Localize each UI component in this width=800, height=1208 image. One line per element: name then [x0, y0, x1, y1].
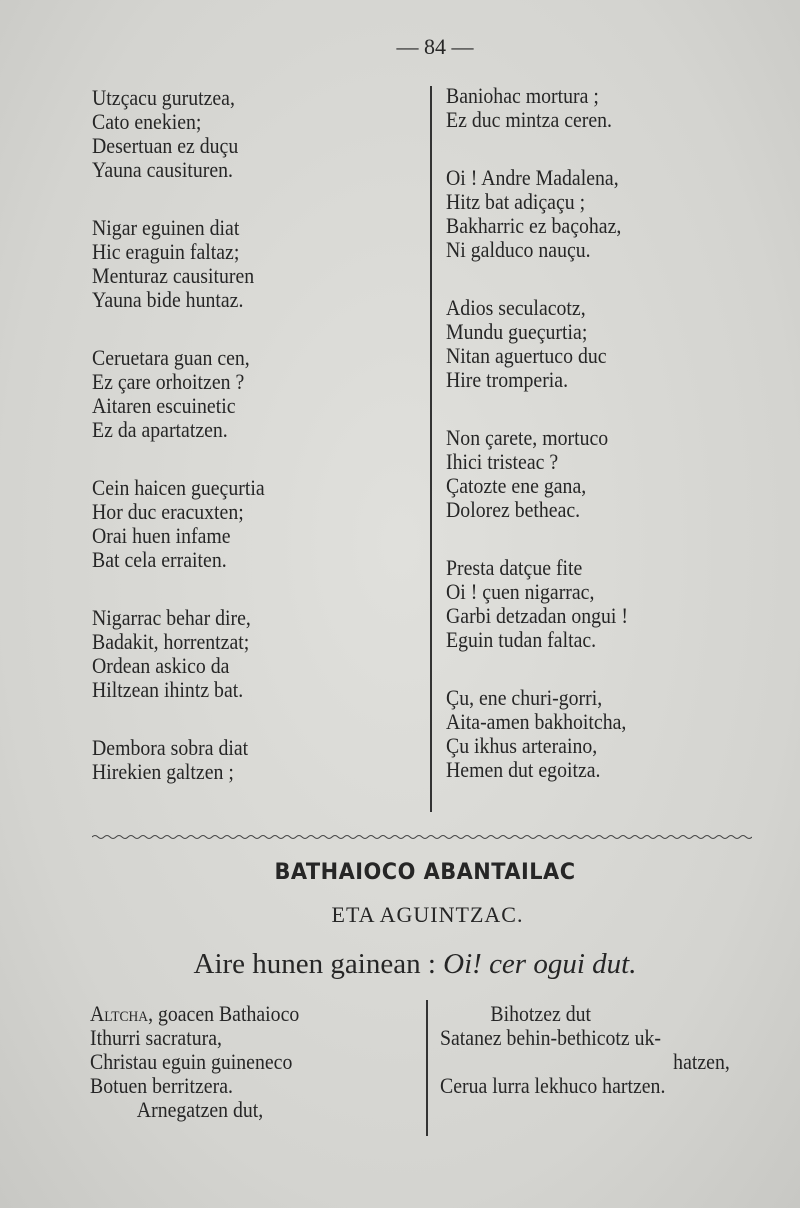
left-poem-column: [92, 86, 284, 818]
stanza: [446, 296, 648, 392]
verse-line: Ez duc mintza ceren.: [446, 107, 613, 132]
verse-line: Desertuan ez duçu: [92, 133, 239, 158]
verse-line: Nigarrac behar dire,: [92, 605, 251, 630]
verse-line: Cerua lurra lekhuco hartzen.: [440, 1073, 666, 1098]
verse-line: Hire tromperia.: [446, 367, 569, 392]
section-title: BATHAIOCO ABANTAILAC: [274, 860, 576, 885]
air-label: Aire hunen gainean :: [193, 948, 444, 980]
stanza: [92, 86, 284, 182]
verse-line: Menturaz causituren: [92, 263, 255, 288]
verse-line: Oi ! Andre Madalena,: [446, 165, 619, 190]
stanza: [446, 84, 648, 132]
verse-line: Ni galduco nauçu.: [446, 237, 591, 262]
verse-line: Ihici tristeac ?: [446, 449, 559, 474]
page-number: — 84 —: [396, 34, 474, 59]
verse-line: hatzen,: [673, 1049, 730, 1074]
verse-line: Çu, ene churi-gorri,: [446, 685, 603, 710]
verse-line: Oi ! çuen nigarrac,: [446, 579, 595, 604]
verse-line: Non çarete, mortuco: [446, 425, 609, 450]
verse-line: Dembora sobra diat: [92, 735, 249, 760]
stanza: [92, 216, 284, 312]
initial-word: Altcha: [90, 1001, 149, 1026]
verse-line: Hirekien galtzen ;: [92, 759, 234, 784]
stanza: [92, 476, 284, 572]
stanza: [446, 426, 648, 522]
verse-line: Yauna causituren.: [92, 157, 233, 182]
verse-line: Mundu gueçurtia;: [446, 319, 588, 344]
verse-line: Aita-amen bakhoitcha,: [446, 709, 627, 734]
verse-line: Botuen berritzera.: [90, 1073, 233, 1098]
tune-line: [0, 948, 800, 981]
verse-line: Garbi detzadan ongui !: [446, 603, 628, 628]
verse-line: Baniohac mortura ;: [446, 83, 599, 108]
verse-line: Presta datçue fite: [446, 555, 583, 580]
verse-line: Satanez behin-bethicotz uk-: [440, 1025, 662, 1050]
verse-line: Ez da apartatzen.: [92, 417, 228, 442]
verse-line: Hic eraguin faltaz;: [92, 239, 240, 264]
column-divider: [430, 86, 432, 812]
verse-line: Eguin tudan faltac.: [446, 627, 597, 652]
stanza: [92, 606, 284, 702]
air-tune: Oi! cer ogui dut.: [443, 948, 637, 980]
verse-line: Adios seculacotz,: [446, 295, 586, 320]
verse-line: Cein haicen gueçurtia: [92, 475, 265, 500]
wavy-rule-divider: [92, 832, 752, 842]
verse-line: Yauna bide huntaz.: [92, 287, 244, 312]
verse-line: Ez çare orhoitzen ?: [92, 369, 245, 394]
verse-line: Badakit, horrentzat;: [92, 629, 250, 654]
section-subtitle: ETA AGUINTZAC.: [331, 902, 524, 927]
verse-text: , goacen Bathaioco: [148, 1001, 300, 1026]
verse-line: Çu ikhus arteraino,: [446, 733, 598, 758]
stanza: [446, 166, 648, 262]
verse-line: Dolorez betheac.: [446, 497, 581, 522]
verse-line: Ordean askico da: [92, 653, 230, 678]
right-poem-column: [446, 84, 648, 816]
verse-line: Hiltzean ihintz bat.: [92, 677, 244, 702]
verse-line: Hemen dut egoitza.: [446, 757, 601, 782]
verse-line: Utzçacu gurutzea,: [92, 85, 235, 110]
column-divider-bottom: [426, 1000, 428, 1136]
verse-line: Orai huen infame: [92, 523, 231, 548]
verse-line: Çatozte ene gana,: [446, 473, 587, 498]
verse-line: Ithurri sacratura,: [90, 1025, 222, 1050]
verse-line: Hitz bat adiçaçu ;: [446, 189, 586, 214]
verse-line: Aitaren escuinetic: [92, 393, 236, 418]
verse-line: [90, 1002, 299, 1026]
verse-line: Arnegatzen dut,: [136, 1097, 264, 1122]
verse-line: Bihotzez dut: [490, 1001, 592, 1026]
verse-line: Nigar eguinen diat: [92, 215, 240, 240]
stanza: [446, 556, 648, 652]
stanza: [446, 686, 648, 782]
verse-line: Nitan aguertuco duc: [446, 343, 607, 368]
verse-line: Cato enekien;: [92, 109, 202, 134]
verse-line: Hor duc eracuxten;: [92, 499, 244, 524]
bottom-left-column: [90, 1002, 323, 1122]
verse-line: Ceruetara guan cen,: [92, 345, 250, 370]
verse-line: Bat cela erraiten.: [92, 547, 227, 572]
verse-line: Bakharric ez baçohaz,: [446, 213, 622, 238]
stanza: [92, 736, 284, 784]
verse-line: Christau eguin guineneco: [90, 1049, 293, 1074]
stanza: [92, 346, 284, 442]
bottom-right-column: [440, 1002, 762, 1098]
